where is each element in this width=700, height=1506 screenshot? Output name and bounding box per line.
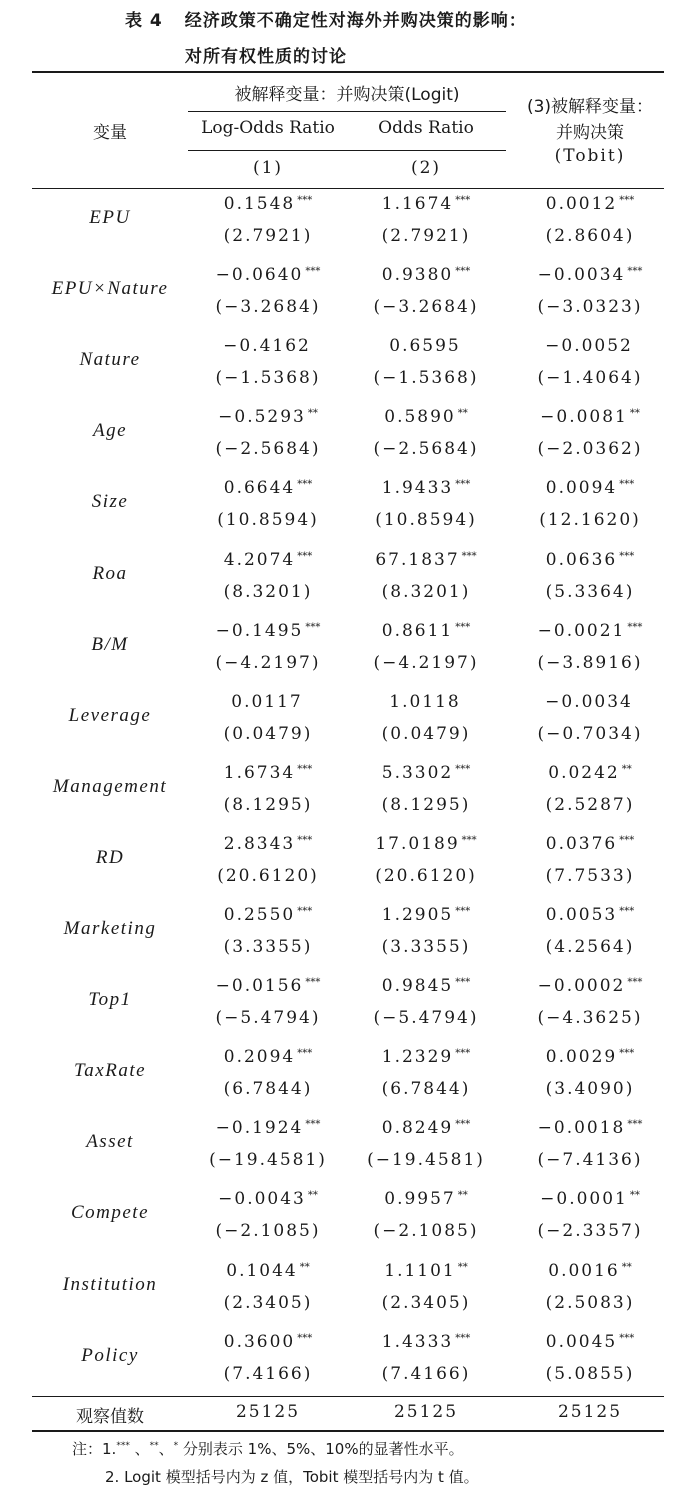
statistic-col2: (−2.1085) — [373, 1221, 479, 1242]
note-line2: 2. Logit 模型括号内为 z 值，Tobit 模型括号内为 t 值。 — [105, 1468, 479, 1486]
note-stars-c: * — [173, 1441, 179, 1451]
header-logit-group: 被解释变量：并购决策(Logit) — [234, 85, 460, 105]
variable-name: EPU×Nature — [51, 278, 169, 300]
coefficient-value: −0.1495 — [215, 620, 304, 641]
coefficient-col2 — [382, 1332, 470, 1352]
coefficient-col1 — [226, 1261, 309, 1281]
significance-stars: *** — [305, 621, 321, 633]
coefficient-col2 — [382, 621, 470, 641]
header-col3-line2: 并购决策 — [556, 123, 624, 143]
variable-name: Top1 — [88, 989, 132, 1011]
statistic-col3: (2.5083) — [545, 1292, 635, 1313]
statistic-col3: (−3.0323) — [537, 297, 643, 318]
statistic-col3: (7.7533) — [545, 865, 635, 886]
coefficient-col1 — [224, 478, 312, 498]
coefficient-col3 — [545, 692, 635, 712]
statistic-col2: (2.3405) — [381, 1292, 471, 1313]
coefficient-col1 — [216, 265, 321, 285]
coefficient-col3 — [540, 1189, 640, 1209]
note-stars-b: ** — [149, 1441, 159, 1451]
significance-stars: *** — [455, 977, 471, 989]
coefficient-col3 — [538, 265, 643, 285]
significance-stars: *** — [455, 1332, 471, 1344]
statistic-col1: (−4.2197) — [215, 652, 321, 673]
statistic-col3: (−7.4136) — [537, 1150, 643, 1171]
statistic-col1: (0.0479) — [223, 723, 313, 744]
coefficient-col3 — [546, 478, 634, 498]
header-variable: 变量 — [93, 123, 127, 143]
statistic-col2: (6.7844) — [381, 1079, 471, 1100]
significance-stars: *** — [619, 1048, 635, 1060]
statistic-col2: (−19.4581) — [367, 1150, 485, 1171]
header-col3-line1: (3)被解释变量： — [526, 97, 654, 117]
significance-stars: *** — [627, 1119, 643, 1131]
significance-stars: *** — [461, 834, 477, 846]
significance-stars: *** — [455, 479, 471, 491]
coefficient-value: −0.0001 — [540, 1189, 628, 1210]
significance-stars: ** — [629, 408, 640, 420]
coefficient-value: 0.3600 — [223, 1331, 296, 1352]
observations-label: 观察值数 — [76, 1407, 144, 1427]
bottom-rule — [32, 1430, 664, 1432]
coefficient-col3 — [546, 834, 634, 854]
coefficient-col2 — [382, 478, 470, 498]
significance-stars: ** — [629, 1190, 640, 1202]
statistic-col2: (−1.5368) — [373, 368, 479, 389]
significance-stars: *** — [297, 550, 313, 562]
coefficient-col1 — [224, 905, 312, 925]
coefficient-value: 17.0189 — [375, 833, 460, 854]
coefficient-value: 1.9433 — [381, 478, 454, 499]
coefficient-value: −0.0052 — [545, 336, 633, 357]
significance-stars: *** — [297, 906, 313, 917]
significance-stars: ** — [307, 408, 318, 420]
significance-stars: *** — [297, 479, 313, 491]
statistic-col2: (8.1295) — [381, 794, 471, 815]
significance-stars: ** — [621, 1261, 632, 1273]
significance-stars: *** — [297, 1048, 313, 1060]
coefficient-col2 — [382, 265, 470, 285]
coefficient-col2 — [375, 550, 476, 570]
coefficient-col2 — [382, 1047, 470, 1067]
coefficient-value: −0.0002 — [537, 976, 626, 997]
statistic-col3: (12.1620) — [539, 510, 641, 531]
statistic-col3: (−1.4064) — [537, 368, 643, 389]
coefficient-value: 1.0118 — [389, 691, 461, 712]
variable-name: RD — [95, 846, 125, 868]
variable-name: Asset — [86, 1131, 134, 1153]
coefficient-col3 — [546, 905, 634, 925]
coefficient-col2 — [384, 1189, 467, 1209]
statistic-col1: (7.4166) — [223, 1363, 313, 1384]
coefficient-value: 0.1044 — [226, 1260, 298, 1281]
coefficient-value: 0.0045 — [545, 1331, 618, 1352]
coefficient-col1 — [224, 1047, 312, 1067]
variable-name: Marketing — [63, 918, 157, 939]
significance-stars: *** — [455, 1048, 471, 1060]
significance-stars: ** — [457, 408, 468, 420]
header-col1-name: Log-Odds Ratio — [201, 118, 335, 138]
coefficient-value: 0.6644 — [223, 478, 296, 499]
coefficient-col1 — [224, 1332, 312, 1352]
coefficient-value: 0.0636 — [545, 549, 618, 570]
note-line1: 注：1.*** 、**、* 分别表示 1%、5%、10%的显著性水平。 — [72, 1440, 464, 1458]
coefficient-col1 — [223, 336, 313, 356]
coefficient-col2 — [382, 194, 470, 214]
coefficient-col2 — [389, 336, 462, 356]
header-col2-num: (2) — [410, 158, 442, 178]
significance-stars: *** — [455, 621, 471, 633]
coefficient-value: −0.1924 — [215, 1118, 304, 1139]
significance-stars: ** — [307, 1190, 318, 1202]
coefficient-col3 — [538, 1118, 643, 1138]
coefficient-col2 — [382, 905, 470, 925]
coefficient-value: 0.5890 — [384, 407, 456, 428]
statistic-col3: (−2.0362) — [537, 439, 643, 460]
coefficient-value: 0.1548 — [223, 194, 296, 214]
coefficient-value: −0.4162 — [223, 336, 311, 357]
statistic-col3: (−3.8916) — [537, 652, 643, 673]
coefficient-col1 — [224, 194, 312, 214]
coefficient-value: −0.0018 — [537, 1118, 626, 1139]
coefficient-value: 4.2074 — [223, 549, 296, 570]
coefficient-col1 — [224, 763, 312, 783]
header-col1-num: (1) — [252, 158, 284, 178]
coefficient-value: −0.0081 — [540, 407, 628, 428]
coefficient-col1 — [216, 976, 321, 996]
significance-stars: *** — [297, 1332, 313, 1344]
table-title-line1: 经济政策不确定性对海外并购决策的影响： — [184, 11, 527, 31]
table-title-line2: 对所有权性质的讨论 — [185, 47, 347, 67]
coefficient-value: 0.8249 — [381, 1118, 454, 1139]
coefficient-col3 — [546, 550, 634, 570]
coefficient-value: −0.0043 — [218, 1189, 306, 1210]
variable-name: Nature — [79, 349, 141, 371]
coefficient-col1 — [231, 692, 304, 712]
statistic-col3: (2.5287) — [545, 794, 635, 815]
significance-stars: *** — [619, 834, 635, 846]
statistic-col2: (7.4166) — [381, 1363, 471, 1384]
statistic-col1: (2.7921) — [223, 226, 313, 246]
coefficient-col3 — [545, 336, 635, 356]
note-line1-text: 分别表示 1%、5%、10%的显著性水平。 — [182, 1440, 464, 1458]
statistic-col2: (20.6120) — [375, 865, 477, 886]
statistic-col3: (−2.3357) — [537, 1221, 643, 1242]
significance-stars: *** — [619, 906, 635, 917]
observations-col1: 25125 — [235, 1402, 301, 1422]
significance-stars: ** — [621, 763, 632, 775]
note-stars-a: *** — [116, 1441, 130, 1451]
significance-stars: ** — [299, 1261, 310, 1273]
coefficient-col1 — [216, 1118, 321, 1138]
coefficient-value: −0.0021 — [537, 620, 626, 641]
statistic-col2: (−4.2197) — [373, 652, 479, 673]
coefficient-col3 — [548, 1261, 631, 1281]
significance-stars: *** — [455, 266, 471, 278]
coefficient-value: 0.0029 — [545, 1047, 618, 1068]
coefficient-value: −0.0640 — [215, 265, 304, 286]
coefficient-value: 0.0012 — [545, 194, 618, 214]
variable-name: Management — [52, 775, 168, 797]
significance-stars: *** — [297, 763, 313, 775]
statistic-col2: (−3.2684) — [373, 297, 479, 318]
observations-col3: 25125 — [557, 1402, 623, 1422]
col-name-rule — [188, 150, 506, 151]
statistic-col3: (3.4090) — [545, 1079, 635, 1100]
statistic-col2: (8.3201) — [381, 581, 471, 602]
statistic-col1: (8.3201) — [223, 581, 313, 602]
variable-name: Size — [91, 491, 129, 513]
variable-name: TaxRate — [73, 1060, 147, 1082]
coefficient-col2 — [384, 1261, 467, 1281]
coefficient-col3 — [546, 1047, 634, 1067]
statistic-col1: (2.3405) — [223, 1292, 313, 1313]
table-title — [125, 6, 700, 31]
significance-stars: *** — [305, 1119, 321, 1131]
significance-stars: *** — [297, 195, 313, 206]
coefficient-col3 — [546, 194, 634, 214]
coefficient-value: 0.9380 — [381, 265, 454, 286]
coefficient-col2 — [384, 407, 467, 427]
coefficient-value: 0.6595 — [389, 336, 461, 357]
coefficient-value: 0.0053 — [545, 905, 618, 925]
header-col3-line3: (Tobit) — [554, 146, 626, 166]
variable-name: EPU — [89, 207, 131, 228]
significance-stars: *** — [627, 977, 643, 989]
significance-stars: *** — [455, 906, 471, 917]
coefficient-col1 — [218, 1189, 318, 1209]
significance-stars: *** — [619, 550, 635, 562]
coefficient-col3 — [548, 763, 631, 783]
coefficient-value: 1.1674 — [381, 194, 454, 214]
coefficient-value: 67.1837 — [375, 549, 460, 570]
statistic-col1: (−3.2684) — [215, 297, 321, 318]
variable-name: Age — [92, 420, 128, 442]
coefficient-value: 1.4333 — [381, 1331, 454, 1352]
significance-stars: *** — [619, 1332, 635, 1344]
variable-name: Leverage — [68, 704, 152, 726]
significance-stars: *** — [461, 550, 477, 562]
observations-col2: 25125 — [393, 1402, 459, 1422]
significance-stars: *** — [619, 195, 635, 206]
coefficient-col3 — [538, 976, 643, 996]
coefficient-col3 — [538, 621, 643, 641]
observations-rule — [32, 1396, 664, 1397]
statistic-col1: (6.7844) — [223, 1079, 313, 1100]
table-number: 表 4 — [125, 11, 163, 31]
coefficient-value: 0.0016 — [548, 1260, 620, 1281]
statistic-col1: (10.8594) — [217, 510, 319, 531]
statistic-col1: (20.6120) — [217, 865, 319, 886]
significance-stars: *** — [455, 763, 471, 775]
coefficient-value: −0.0156 — [215, 976, 304, 997]
statistic-col3: (5.3364) — [545, 581, 635, 602]
coefficient-value: 0.0117 — [231, 691, 303, 712]
statistic-col1: (8.1295) — [223, 794, 313, 815]
statistic-col3: (−0.7034) — [537, 723, 643, 744]
statistic-col3: (5.0855) — [545, 1363, 635, 1384]
statistic-col2: (3.3355) — [381, 937, 471, 957]
statistic-col1: (−2.1085) — [215, 1221, 321, 1242]
statistic-col3: (4.2564) — [545, 937, 635, 957]
coefficient-col2 — [389, 692, 462, 712]
significance-stars: *** — [455, 1119, 471, 1131]
coefficient-col1 — [224, 834, 312, 854]
coefficient-col3 — [546, 1332, 634, 1352]
statistic-col1: (−5.4794) — [215, 1008, 321, 1029]
significance-stars: *** — [627, 266, 643, 278]
top-rule — [32, 71, 664, 73]
variable-name: Policy — [81, 1344, 139, 1366]
statistic-col3: (2.8604) — [545, 226, 635, 246]
statistic-col2: (−2.5684) — [373, 439, 479, 460]
coefficient-value: 1.2905 — [381, 905, 454, 925]
note-prefix: 注：1. — [72, 1440, 117, 1458]
coefficient-col2 — [382, 1118, 470, 1138]
coefficient-value: 0.0094 — [545, 478, 618, 499]
coefficient-col2 — [382, 976, 470, 996]
significance-stars: ** — [457, 1261, 468, 1273]
variable-name: Compete — [70, 1202, 150, 1224]
coefficient-value: 0.2550 — [223, 905, 296, 925]
statistic-col2: (−5.4794) — [373, 1008, 479, 1029]
statistic-col3: (−4.3625) — [537, 1008, 643, 1029]
coefficient-value: 0.2094 — [223, 1047, 296, 1068]
variable-name: Institution — [62, 1273, 158, 1295]
coefficient-value: 1.2329 — [381, 1047, 454, 1068]
coefficient-value: 1.6734 — [223, 762, 296, 783]
statistic-col1: (−1.5368) — [215, 368, 321, 389]
significance-stars: ** — [457, 1190, 468, 1202]
significance-stars: *** — [619, 479, 635, 491]
coefficient-col1 — [224, 550, 312, 570]
coefficient-col2 — [382, 763, 470, 783]
statistic-col2: (2.7921) — [381, 226, 471, 246]
coefficient-value: 0.0242 — [548, 762, 620, 783]
significance-stars: *** — [297, 834, 313, 846]
statistic-col2: (10.8594) — [375, 510, 477, 531]
coefficient-value: 5.3302 — [381, 762, 454, 783]
statistic-col1: (3.3355) — [223, 937, 313, 957]
coefficient-value: −0.0034 — [545, 691, 633, 712]
coefficient-col1 — [218, 407, 318, 427]
coefficient-value: 0.9845 — [381, 976, 454, 997]
coefficient-col3 — [540, 407, 640, 427]
variable-name: B/M — [91, 633, 129, 655]
significance-stars: *** — [455, 195, 471, 206]
coefficient-value: −0.5293 — [218, 407, 306, 428]
header-col2-name: Odds Ratio — [378, 118, 474, 138]
coefficient-value: 2.8343 — [223, 833, 296, 854]
coefficient-value: 1.1101 — [384, 1260, 456, 1281]
coefficient-col2 — [375, 834, 476, 854]
coefficient-value: −0.0034 — [537, 265, 626, 286]
coefficient-value: 0.9957 — [384, 1189, 456, 1210]
coefficient-value: 0.0376 — [545, 833, 618, 854]
coefficient-value: 0.8611 — [381, 620, 454, 641]
significance-stars: *** — [305, 977, 321, 989]
coefficient-col1 — [216, 621, 321, 641]
variable-name: Roa — [92, 562, 128, 584]
header-bottom-rule — [32, 188, 664, 189]
statistic-col2: (0.0479) — [381, 723, 471, 744]
logit-group-rule — [188, 111, 506, 112]
significance-stars: *** — [305, 266, 321, 278]
statistic-col1: (−19.4581) — [209, 1150, 327, 1171]
significance-stars: *** — [627, 621, 643, 633]
statistic-col1: (−2.5684) — [215, 439, 321, 460]
